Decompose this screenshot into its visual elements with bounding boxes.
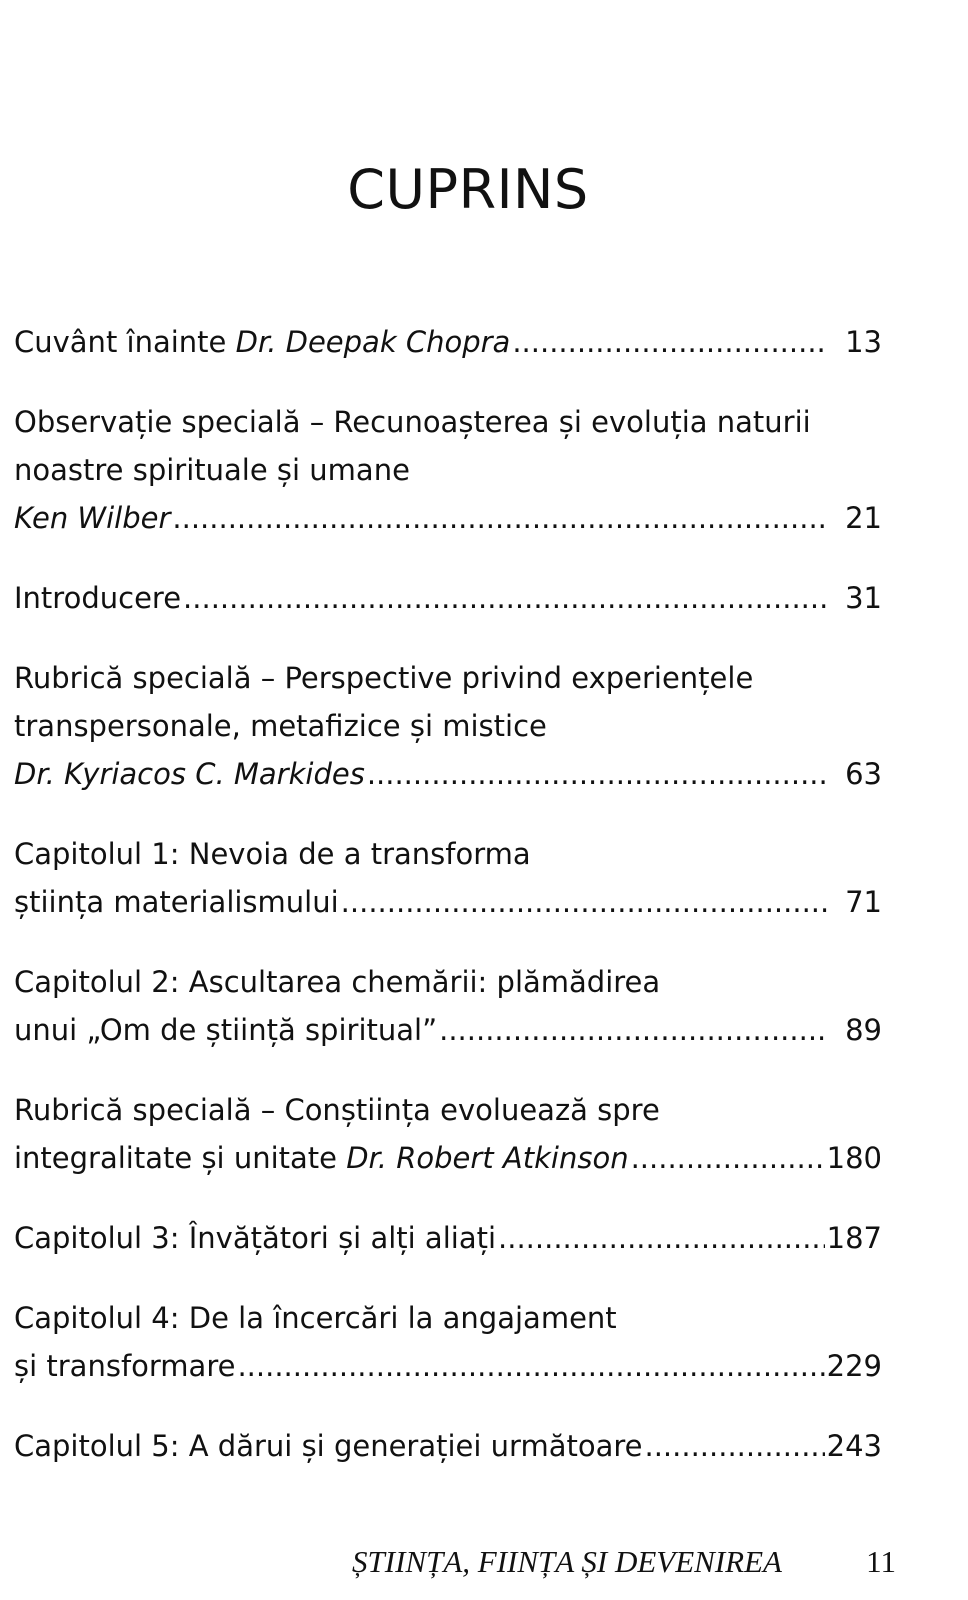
toc-entry-special-rubric-2[interactable] [14,1086,882,1182]
page-title: CUPRINS [347,158,589,221]
toc-entry-foreword[interactable] [14,318,882,366]
toc-entry-line [14,878,882,926]
toc-entry-text: știința materialismului [14,885,339,919]
dot-leader [439,1006,828,1054]
toc-entry-line [14,1214,882,1262]
running-book-title: ȘTIINȚA, FIINȚA ȘI DEVENIREA [352,1544,782,1579]
toc-entry-line: noastre spirituale și umane [14,453,410,487]
table-of-contents [14,318,882,1502]
toc-entry-line: Capitolul 4: De la încercări la angajament [14,1301,617,1335]
dot-leader [631,1134,825,1182]
toc-entry-line [14,1422,882,1470]
toc-page-number: 31 [845,581,882,615]
toc-entry-line [14,1342,882,1390]
toc-entry-author: Dr. Deepak Chopra [235,325,511,359]
toc-entry-text: și transformare [14,1349,236,1383]
toc-entry-author: Dr. Robert Atkinson [346,1141,629,1175]
toc-entry-line: Capitolul 2: Ascultarea chemării: plămădirea [14,965,661,999]
dot-leader [183,574,828,622]
toc-entry-introduction[interactable] [14,574,882,622]
toc-entry-text [14,494,170,542]
toc-entry-line [14,1134,882,1182]
toc-page-number: 187 [826,1221,882,1255]
toc-entry-special-rubric-1[interactable] [14,654,882,798]
toc-entry-chapter-5[interactable] [14,1422,882,1470]
toc-entry-line [14,1006,882,1054]
toc-entry-line: Capitolul 1: Nevoia de a transforma [14,837,531,871]
toc-page-number: 243 [826,1429,882,1463]
toc-entry-line: Observație specială – Recunoașterea și evoluția naturii [14,405,811,439]
toc-entry-text: Capitolul 5: A dărui și generației următoare [14,1429,643,1463]
toc-entry-line: Rubrică specială – Conștiința evoluează spre [14,1093,660,1127]
toc-entry-chapter-1[interactable] [14,830,882,926]
dot-leader [498,1214,825,1262]
dot-leader [367,750,828,798]
toc-entry-text [14,750,365,798]
toc-entry-line: transpersonale, metafizice și mistice [14,709,547,743]
toc-entry-author: Dr. Kyriacos C. Markides [14,757,365,791]
page-footer [0,1544,968,1588]
toc-entry-text: Capitolul 3: Învățători și alți aliați [14,1221,497,1255]
dot-leader [341,878,828,926]
toc-page-number: 180 [826,1141,882,1175]
dot-leader [237,1342,824,1390]
toc-entry-line [14,318,882,366]
dot-leader [172,494,828,542]
toc-entry-chapter-4[interactable] [14,1294,882,1390]
toc-entry-line: Rubrică specială – Perspective privind experiențele [14,661,754,695]
toc-page-number: 71 [845,885,882,919]
toc-entry-author: Ken Wilber [14,501,171,535]
toc-entry-text: Introducere [14,581,182,615]
toc-page-number: 21 [845,501,882,535]
toc-page-number: 63 [845,757,882,791]
toc-page-number: 13 [845,325,882,359]
dot-leader [644,1422,824,1470]
toc-page-number: 229 [826,1349,882,1383]
toc-entry-special-note[interactable] [14,398,882,542]
toc-entry-line [14,574,882,622]
toc-entry-line [14,750,882,798]
toc-entry-line [14,494,882,542]
toc-page-number: 89 [845,1013,882,1047]
toc-entry-chapter-2[interactable] [14,958,882,1054]
toc-entry-chapter-3[interactable] [14,1214,882,1262]
toc-entry-text: Cuvânt înainte Dr. Deepak Chopra [14,325,511,359]
toc-entry-text: integralitate și unitate Dr. Robert Atkinson [14,1141,629,1175]
page-number: 11 [866,1544,896,1579]
dot-leader [512,318,828,366]
toc-entry-text: unui „Om de știință spiritual” [14,1013,438,1047]
